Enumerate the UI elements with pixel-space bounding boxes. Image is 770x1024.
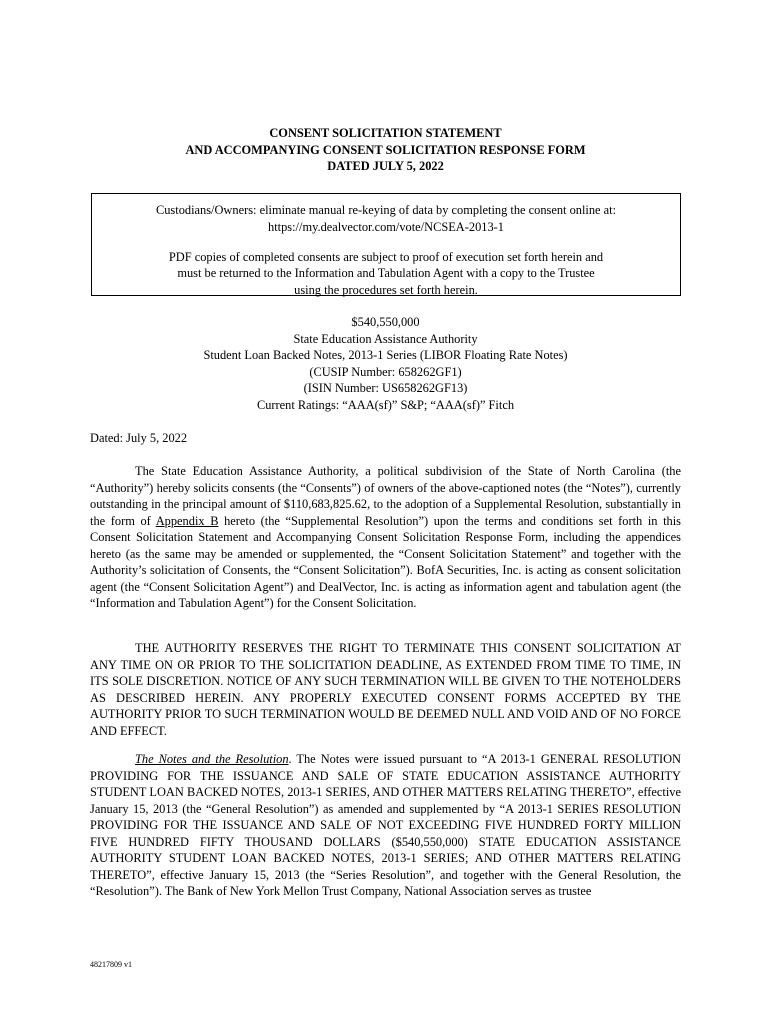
paragraph-introduction — [90, 463, 681, 612]
notes-isin: (ISIN Number: US658262GF13) — [303, 381, 468, 396]
notes-info-block — [90, 314, 681, 414]
para2-text: THE AUTHORITY RESERVES THE RIGHT TO TERMINATE THIS CONSENT SOLICITATION AT ANY TIME ON OR PRIOR TO THE SOLICITATION DEADLINE, AS EXTENDED FROM TIME TO TIME, IN ITS SOLE DISCRETION. NOTICE OF ANY SUCH TERMINATION WILL BE GIVEN TO THE NOTEHOLDERS AS DESCRIBED HEREIN. ANY PROPERLY EXECUTED CONSENT FORMS ACCEPTED BY THE AUTHORITY PRIOR TO SUCH TERMINATION WOULD BE DEEMED NULL AND VOID AND OF NO FORCE AND EFFECT. — [90, 641, 681, 738]
notes-cusip: (CUSIP Number: 658262GF1) — [309, 364, 462, 379]
title-line-2: AND ACCOMPANYING CONSENT SOLICITATION RESPONSE FORM — [185, 142, 586, 157]
para3-heading: The Notes and the Resolution — [135, 752, 289, 766]
notice-box — [91, 193, 681, 296]
para1-text-after: hereto (the “Supplemental Resolution”) upon the terms and conditions set forth in this Consent Solicitation Statement and Accompanying Consent Solicitation Response Form, including the appendices hereto (as the same may be amended or supplemented, the “Consent Solicitation Statement” and together with the Authority’s solicitation of Consents, the “Consent Solicitation”). BofA Securities, Inc. is acting as consent solicitation agent (the “Consent Solicitation Agent”) and DealVector, Inc. is acting as information agent and tabulation agent (the “Information and Tabulation Agent”) for the Consent Solicitation. — [90, 513, 681, 611]
notes-amount: $540,550,000 — [351, 315, 420, 329]
notice-line-3: PDF copies of completed consents are subject to proof of execution set forth herein and — [168, 249, 604, 264]
notice-line-5: using the procedures set forth herein. — [294, 283, 478, 298]
paragraph-notes-resolution — [90, 751, 681, 900]
notice-url-link[interactable]: https://my.dealvector.com/vote/NCSEA-2013-1 — [268, 219, 504, 234]
paragraph-reservation — [90, 640, 681, 739]
title-line-1: CONSENT SOLICITATION STATEMENT — [269, 126, 502, 140]
document-footer-id: 48217809 v1 — [90, 960, 132, 969]
para3-text: . The Notes were issued pursuant to “A 2013-1 GENERAL RESOLUTION PROVIDING FOR THE ISSUANCE AND SALE OF STATE EDUCATION ASSISTANCE AUTHORITY STUDENT LOAN BACKED NOTES, 2013-1 SERIES, AND OTHER MATTERS RELATING THERETO”, effective January 15, 2013 (the “General Resolution”) as amended and supplemented by “A 2013-1 SERIES RESOLUTION PROVIDING FOR THE ISSUANCE AND SALE OF NOT EXCEEDING FIVE HUNDRED FORTY MILLION FIVE HUNDRED FIFTY THOUSAND DOLLARS ($540,550,000) STATE EDUCATION ASSISTANCE AUTHORITY STUDENT LOAN BACKED NOTES, 2013-1 SERIES; AND OTHER MATTERS RELATING THERETO”, effective January 15, 2013 (the “Series Resolution”, and together with the General Resolution, the “Resolution”). The Bank of New York Mellon Trust Company, National Association serves as trustee — [90, 752, 681, 899]
notes-series: Student Loan Backed Notes, 2013-1 Series (LIBOR Floating Rate Notes) — [203, 348, 568, 363]
document-title — [90, 125, 681, 175]
appendix-b-link[interactable]: Appendix B — [155, 513, 219, 528]
notes-ratings: Current Ratings: “AAA(sf)” S&P; “AAA(sf)” Fitch — [256, 397, 515, 412]
notice-line-1: Custodians/Owners: eliminate manual re-keying of data by completing the consent online at: — [155, 203, 617, 217]
para1-text-before: The State Education Assistance Authority, a political subdivision of the State of North Carolina (the “Authority”) hereby solicits consents (the “Consents”) of owners of the above-captioned notes (the “Notes”), currently outstanding in the principal amount of $110,683,825.62, to the adoption of a Supplemental Resolution, substantially in the form of — [90, 464, 681, 528]
notice-line-4: must be returned to the Information and Tabulation Agent with a copy to the Trustee — [177, 266, 595, 281]
title-line-3: DATED JULY 5, 2022 — [327, 159, 444, 174]
dated-line: Dated: July 5, 2022 — [90, 431, 188, 445]
notes-issuer: State Education Assistance Authority — [293, 331, 478, 346]
